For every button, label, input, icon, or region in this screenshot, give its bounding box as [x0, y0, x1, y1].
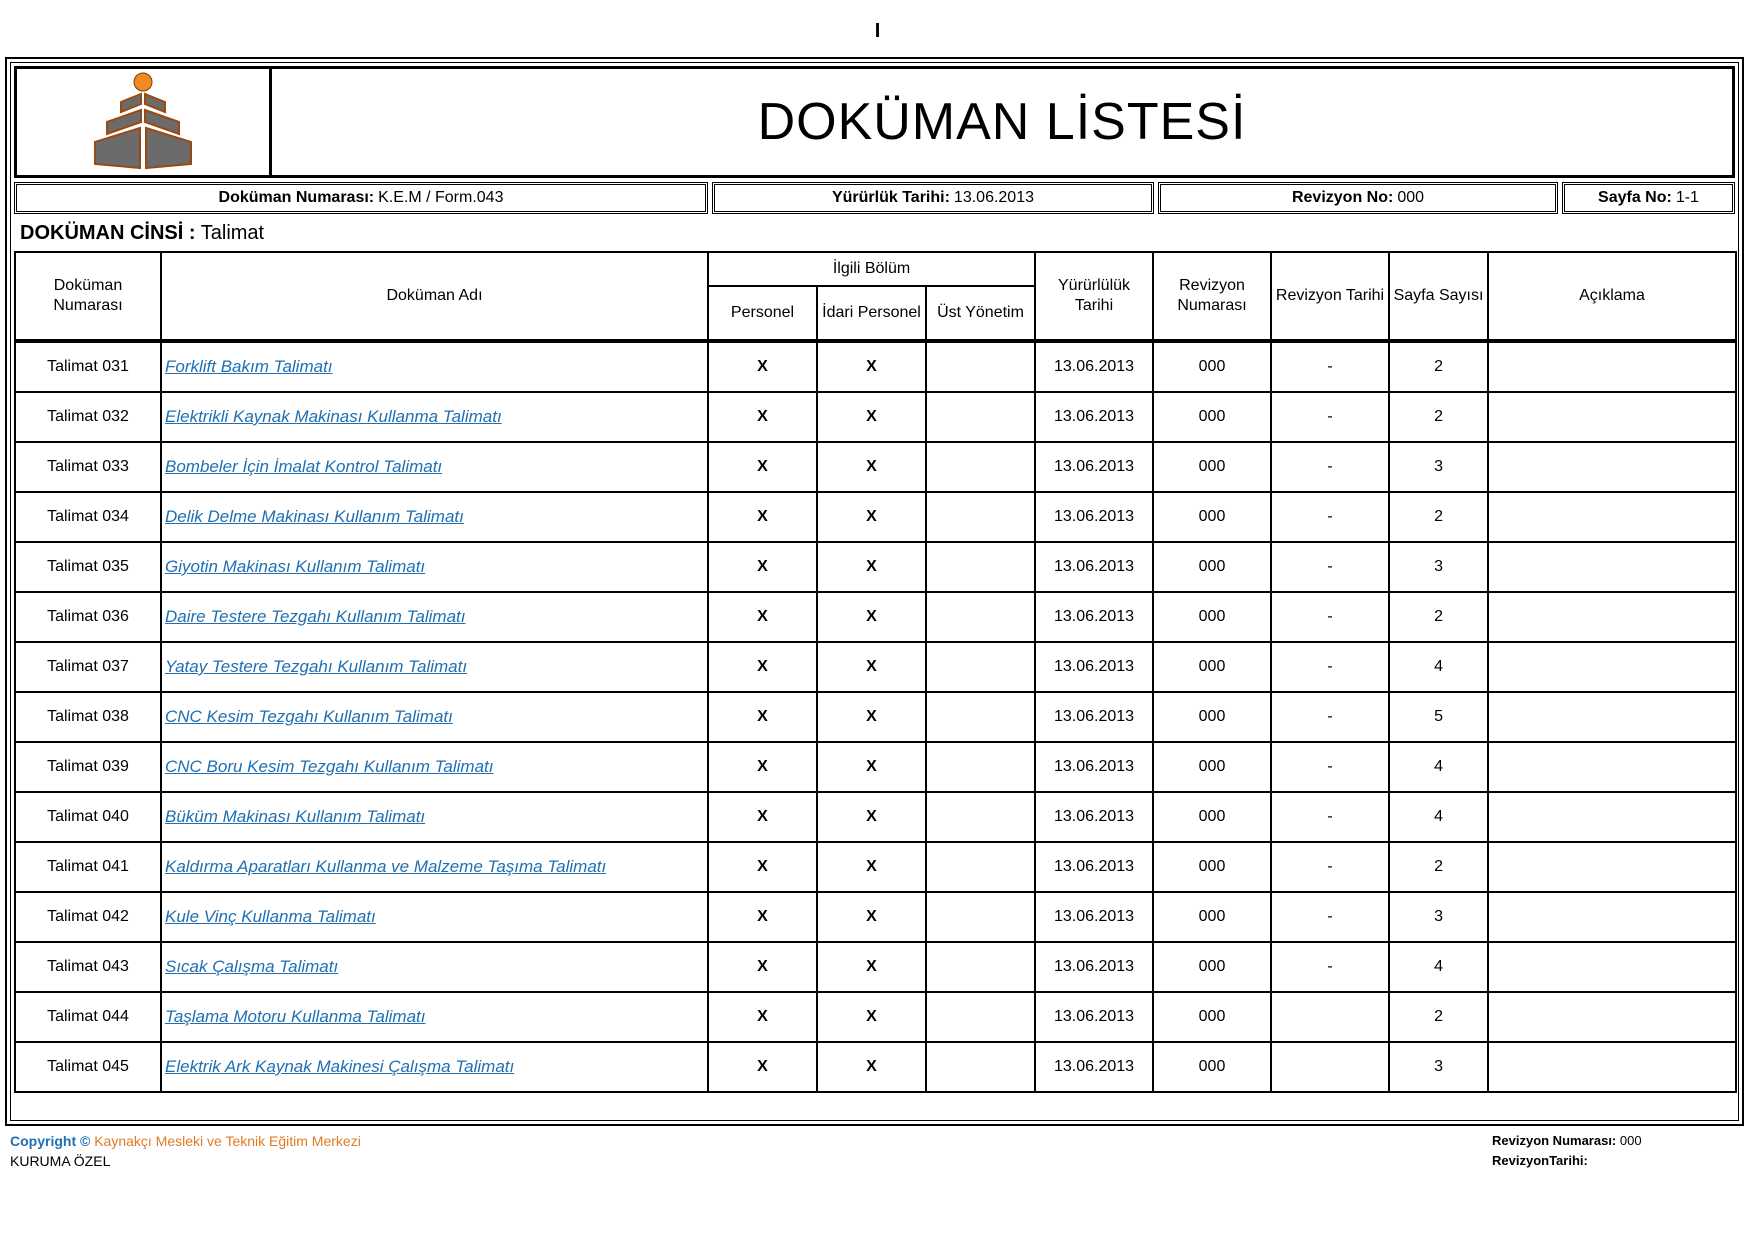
page-marker: I	[874, 20, 881, 42]
notes-cell	[1488, 642, 1736, 692]
notes-cell	[1488, 792, 1736, 842]
document-link[interactable]: Elektrik Ark Kaynak Makinesi Çalışma Talimatı	[165, 1057, 515, 1076]
personnel-mark: X	[708, 792, 817, 842]
notes-cell	[1488, 542, 1736, 592]
revision-date-cell: -	[1271, 842, 1389, 892]
doc-number-cell: Talimat 045	[15, 1042, 161, 1092]
page-no-value: 1-1	[1675, 189, 1699, 206]
admin-personnel-mark: X	[817, 992, 926, 1042]
doc-number-cell: Talimat 043	[15, 942, 161, 992]
doc-number-cell: Talimat 039	[15, 742, 161, 792]
footer-left	[10, 1131, 361, 1171]
top-management-mark	[926, 542, 1035, 592]
top-management-mark	[926, 792, 1035, 842]
revision-number-cell: 000	[1153, 592, 1271, 642]
effective-date-cell: 13.06.2013	[1035, 992, 1153, 1042]
effective-date-cell: 13.06.2013	[1035, 341, 1153, 392]
document-link[interactable]: Büküm Makinası Kullanım Talimatı	[165, 807, 426, 826]
effective-date-cell: 13.06.2013	[1035, 392, 1153, 442]
footer-revision-date	[1492, 1151, 1642, 1171]
doc-number-cell: Talimat 032	[15, 392, 161, 442]
effective-date-value: 13.06.2013	[953, 189, 1034, 206]
document-link[interactable]: Delik Delme Makinası Kullanım Talimatı	[165, 507, 464, 526]
table-row	[15, 642, 1736, 692]
effective-date-cell: 13.06.2013	[1035, 492, 1153, 542]
page-count-cell: 3	[1389, 542, 1488, 592]
revision-number-cell: 000	[1153, 792, 1271, 842]
revision-date-cell: -	[1271, 942, 1389, 992]
page-count-cell: 4	[1389, 942, 1488, 992]
revision-no-value: 000	[1397, 189, 1425, 206]
top-management-mark	[926, 942, 1035, 992]
doc-name-cell	[161, 942, 708, 992]
top-management-mark	[926, 392, 1035, 442]
table-row	[15, 942, 1736, 992]
table-row	[15, 592, 1736, 642]
revision-date-cell: -	[1271, 392, 1389, 442]
personnel-mark: X	[708, 892, 817, 942]
doc-name-cell	[161, 492, 708, 542]
effective-date-cell: 13.06.2013	[1035, 642, 1153, 692]
page-count-cell: 3	[1389, 442, 1488, 492]
document-link[interactable]: Sıcak Çalışma Talimatı	[165, 957, 339, 976]
page-count-cell: 4	[1389, 792, 1488, 842]
doc-number-box	[14, 182, 708, 214]
document-link[interactable]: Forklift Bakım Talimatı	[165, 357, 333, 376]
footer-revision-number-label: Revizyon Numarası:	[1492, 1133, 1617, 1148]
doc-number-cell: Talimat 041	[15, 842, 161, 892]
doc-name-cell	[161, 742, 708, 792]
doc-number-cell: Talimat 037	[15, 642, 161, 692]
effective-date-label: Yürürlük Tarihi:	[831, 189, 950, 206]
logo-cell	[17, 69, 272, 175]
top-management-mark	[926, 592, 1035, 642]
top-management-mark	[926, 492, 1035, 542]
admin-personnel-mark: X	[817, 842, 926, 892]
doc-name-cell	[161, 442, 708, 492]
effective-date-cell: 13.06.2013	[1035, 942, 1153, 992]
revision-number-cell: 000	[1153, 542, 1271, 592]
personnel-mark: X	[708, 442, 817, 492]
effective-date-cell: 13.06.2013	[1035, 792, 1153, 842]
page-count-cell: 2	[1389, 592, 1488, 642]
admin-personnel-mark: X	[817, 792, 926, 842]
notes-cell	[1488, 892, 1736, 942]
col-header-effective-date: Yürürlülük Tarihi	[1035, 252, 1153, 341]
revision-number-cell: 000	[1153, 942, 1271, 992]
col-header-notes: Açıklama	[1488, 252, 1736, 341]
doc-number-cell: Talimat 040	[15, 792, 161, 842]
footer-right	[1492, 1131, 1642, 1171]
admin-personnel-mark: X	[817, 692, 926, 742]
top-management-mark	[926, 692, 1035, 742]
table-row	[15, 892, 1736, 942]
personnel-mark: X	[708, 942, 817, 992]
document-header	[14, 66, 1735, 178]
personnel-mark: X	[708, 742, 817, 792]
table-row	[15, 742, 1736, 792]
revision-date-cell: -	[1271, 742, 1389, 792]
effective-date-cell: 13.06.2013	[1035, 892, 1153, 942]
revision-date-cell	[1271, 992, 1389, 1042]
col-header-personnel: Personel	[708, 286, 817, 341]
doc-number-cell: Talimat 035	[15, 542, 161, 592]
notes-cell	[1488, 341, 1736, 392]
document-link[interactable]: Elektrikli Kaynak Makinası Kullanma Talimatı	[165, 407, 502, 426]
personnel-mark: X	[708, 642, 817, 692]
admin-personnel-mark: X	[817, 1042, 926, 1092]
revision-number-cell: 000	[1153, 442, 1271, 492]
table-row	[15, 492, 1736, 542]
document-link[interactable]: CNC Kesim Tezgahı Kullanım Talimatı	[165, 707, 453, 726]
revision-number-cell: 000	[1153, 742, 1271, 792]
doc-name-cell	[161, 992, 708, 1042]
doc-name-cell	[161, 392, 708, 442]
page-count-cell: 4	[1389, 742, 1488, 792]
document-link[interactable]: Kule Vinç Kullanma Talimatı	[165, 907, 376, 926]
col-header-top-management: Üst Yönetim	[926, 286, 1035, 341]
document-link[interactable]: Yatay Testere Tezgahı Kullanım Talimatı	[165, 657, 468, 676]
revision-no-box	[1158, 182, 1558, 214]
doc-number-cell: Talimat 042	[15, 892, 161, 942]
personnel-mark: X	[708, 542, 817, 592]
document-type	[20, 222, 264, 245]
col-header-page-count: Sayfa Sayısı	[1389, 252, 1488, 341]
document-title: DOKÜMAN LİSTESİ	[757, 93, 1247, 151]
table-row	[15, 341, 1736, 392]
revision-date-cell: -	[1271, 692, 1389, 742]
page-count-cell: 2	[1389, 492, 1488, 542]
revision-no-label: Revizyon No:	[1291, 189, 1394, 206]
revision-number-cell: 000	[1153, 492, 1271, 542]
personnel-mark: X	[708, 992, 817, 1042]
document-type-label: DOKÜMAN CİNSİ :	[20, 222, 196, 244]
personnel-mark: X	[708, 842, 817, 892]
page-count-cell: 4	[1389, 642, 1488, 692]
document-link[interactable]: Giyotin Makinası Kullanım Talimatı	[165, 557, 426, 576]
admin-personnel-mark: X	[817, 642, 926, 692]
page-count-cell: 5	[1389, 692, 1488, 742]
notes-cell	[1488, 742, 1736, 792]
doc-number-value: K.E.M / Form.043	[378, 189, 504, 206]
top-management-mark	[926, 341, 1035, 392]
revision-date-cell: -	[1271, 642, 1389, 692]
revision-date-cell	[1271, 1042, 1389, 1092]
revision-number-cell: 000	[1153, 992, 1271, 1042]
page-count-cell: 2	[1389, 392, 1488, 442]
table-row	[15, 842, 1736, 892]
table-row	[15, 442, 1736, 492]
personnel-mark: X	[708, 1042, 817, 1092]
notes-cell	[1488, 592, 1736, 642]
doc-name-cell	[161, 892, 708, 942]
document-link[interactable]: Bombeler İçin İmalat Kontrol Talimatı	[165, 457, 443, 476]
revision-date-cell: -	[1271, 341, 1389, 392]
page-no-label: Sayfa No:	[1598, 189, 1672, 206]
revision-date-cell: -	[1271, 892, 1389, 942]
revision-date-cell: -	[1271, 442, 1389, 492]
doc-number-cell: Talimat 033	[15, 442, 161, 492]
effective-date-cell: 13.06.2013	[1035, 542, 1153, 592]
effective-date-cell: 13.06.2013	[1035, 442, 1153, 492]
effective-date-cell: 13.06.2013	[1035, 692, 1153, 742]
doc-name-cell	[161, 1042, 708, 1092]
col-header-related-section: İlgili Bölüm	[708, 252, 1035, 286]
doc-number-cell: Talimat 044	[15, 992, 161, 1042]
personnel-mark: X	[708, 492, 817, 542]
personnel-mark: X	[708, 692, 817, 742]
admin-personnel-mark: X	[817, 892, 926, 942]
doc-name-cell	[161, 341, 708, 392]
document-link[interactable]: Taşlama Motoru Kullanma Talimatı	[165, 1007, 426, 1026]
doc-number-cell: Talimat 031	[15, 341, 161, 392]
col-header-revision-number: Revizyon Numarası	[1153, 252, 1271, 341]
admin-personnel-mark: X	[817, 592, 926, 642]
confidential-label: KURUMA ÖZEL	[10, 1153, 111, 1169]
notes-cell	[1488, 692, 1736, 742]
col-header-revision-date: Revizyon Tarihi	[1271, 252, 1389, 341]
admin-personnel-mark: X	[817, 492, 926, 542]
admin-personnel-mark: X	[817, 742, 926, 792]
top-management-mark	[926, 892, 1035, 942]
organization-logo-icon	[83, 72, 203, 172]
doc-name-cell	[161, 692, 708, 742]
document-link[interactable]: Daire Testere Tezgahı Kullanım Talimatı	[165, 607, 466, 626]
revision-date-cell: -	[1271, 492, 1389, 542]
page-no-box	[1562, 182, 1735, 214]
top-management-mark	[926, 1042, 1035, 1092]
doc-number-cell: Talimat 036	[15, 592, 161, 642]
top-management-mark	[926, 442, 1035, 492]
top-management-mark	[926, 742, 1035, 792]
revision-number-cell: 000	[1153, 392, 1271, 442]
admin-personnel-mark: X	[817, 392, 926, 442]
personnel-mark: X	[708, 341, 817, 392]
revision-date-cell: -	[1271, 592, 1389, 642]
doc-name-cell	[161, 592, 708, 642]
doc-number-cell: Talimat 038	[15, 692, 161, 742]
table-row	[15, 1042, 1736, 1092]
revision-date-cell: -	[1271, 542, 1389, 592]
copyright-label: Copyright ©	[10, 1133, 91, 1149]
document-type-value: Talimat	[200, 222, 265, 244]
revision-number-cell: 000	[1153, 692, 1271, 742]
table-row	[15, 792, 1736, 842]
top-management-mark	[926, 992, 1035, 1042]
table-row	[15, 992, 1736, 1042]
notes-cell	[1488, 942, 1736, 992]
notes-cell	[1488, 1042, 1736, 1092]
notes-cell	[1488, 992, 1736, 1042]
document-meta-bar	[14, 182, 1735, 214]
revision-number-cell: 000	[1153, 1042, 1271, 1092]
notes-cell	[1488, 392, 1736, 442]
table-row	[15, 692, 1736, 742]
admin-personnel-mark: X	[817, 942, 926, 992]
revision-number-cell: 000	[1153, 842, 1271, 892]
top-management-mark	[926, 842, 1035, 892]
notes-cell	[1488, 492, 1736, 542]
footer-revision-date-label: RevizyonTarihi:	[1492, 1153, 1588, 1168]
page-count-cell: 3	[1389, 892, 1488, 942]
doc-name-cell	[161, 792, 708, 842]
document-link[interactable]: CNC Boru Kesim Tezgahı Kullanım Talimatı	[165, 757, 494, 776]
effective-date-cell: 13.06.2013	[1035, 592, 1153, 642]
page-count-cell: 2	[1389, 842, 1488, 892]
doc-number-label: Doküman Numarası:	[218, 189, 375, 206]
copyright-line	[10, 1131, 361, 1151]
top-management-mark	[926, 642, 1035, 692]
personnel-mark: X	[708, 592, 817, 642]
effective-date-cell: 13.06.2013	[1035, 742, 1153, 792]
effective-date-box	[712, 182, 1154, 214]
organization-name: Kaynakçı Mesleki ve Teknik Eğitim Merkezi	[94, 1133, 361, 1149]
admin-personnel-mark: X	[817, 442, 926, 492]
col-header-doc-number: Doküman Numarası	[15, 252, 161, 341]
page-count-cell: 3	[1389, 1042, 1488, 1092]
document-list-table	[14, 251, 1737, 1093]
revision-number-cell: 000	[1153, 892, 1271, 942]
footer-revision-number-value: 000	[1619, 1133, 1642, 1148]
revision-number-cell: 000	[1153, 642, 1271, 692]
table-row	[15, 542, 1736, 592]
revision-number-cell: 000	[1153, 341, 1271, 392]
document-link[interactable]: Kaldırma Aparatları Kullanma ve Malzeme Taşıma Talimatı	[165, 857, 607, 876]
doc-number-cell: Talimat 034	[15, 492, 161, 542]
notes-cell	[1488, 442, 1736, 492]
col-header-doc-name: Doküman Adı	[161, 252, 708, 341]
doc-name-cell	[161, 542, 708, 592]
admin-personnel-mark: X	[817, 542, 926, 592]
table-row	[15, 392, 1736, 442]
page-count-cell: 2	[1389, 341, 1488, 392]
effective-date-cell: 13.06.2013	[1035, 1042, 1153, 1092]
effective-date-cell: 13.06.2013	[1035, 842, 1153, 892]
doc-name-cell	[161, 642, 708, 692]
col-header-admin-personnel: İdari Personel	[817, 286, 926, 341]
revision-date-cell: -	[1271, 792, 1389, 842]
notes-cell	[1488, 842, 1736, 892]
document-rows	[15, 341, 1736, 1092]
admin-personnel-mark: X	[817, 341, 926, 392]
doc-name-cell	[161, 842, 708, 892]
footer-revision-number	[1492, 1131, 1642, 1151]
personnel-mark: X	[708, 392, 817, 442]
page-count-cell: 2	[1389, 992, 1488, 1042]
